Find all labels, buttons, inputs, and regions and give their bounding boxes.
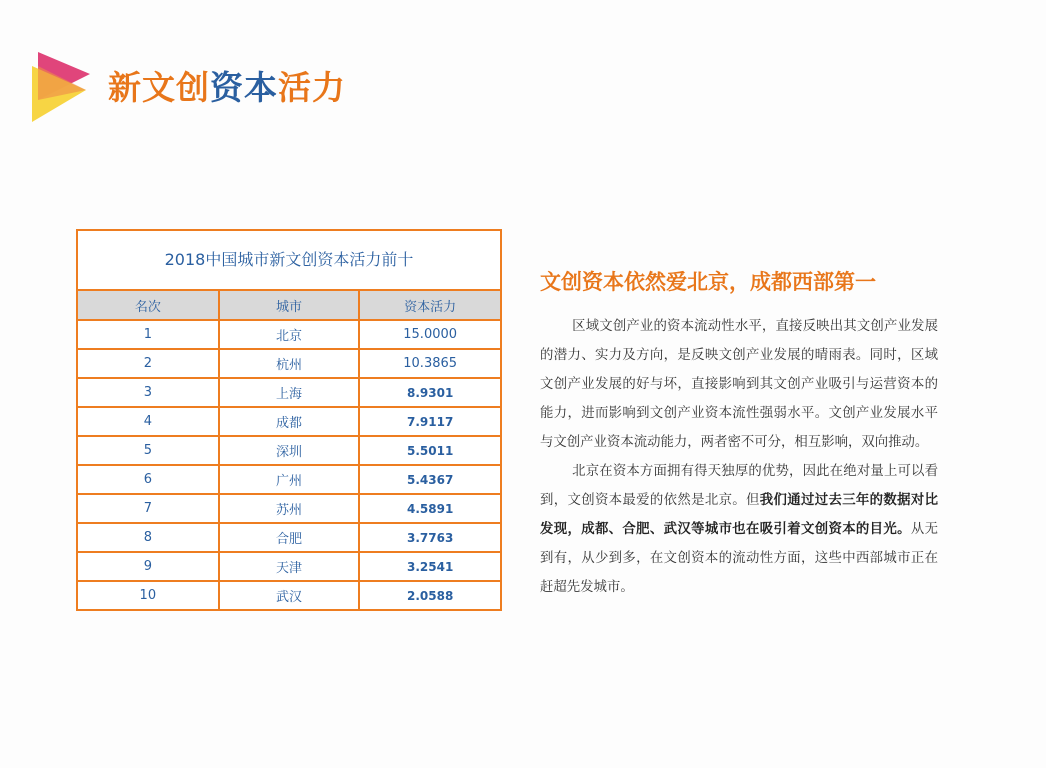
value-cell: 5.5011 <box>359 436 500 465</box>
rank-cell: 6 <box>78 465 219 494</box>
city-cell: 武汉 <box>219 581 360 609</box>
table-row <box>78 378 500 407</box>
table-row <box>78 349 500 378</box>
rank-cell: 10 <box>78 581 219 609</box>
value-cell: 8.9301 <box>359 378 500 407</box>
city-cell: 深圳 <box>219 436 360 465</box>
logo-triangle-icon <box>30 52 90 122</box>
article-paragraph-2 <box>540 457 938 602</box>
rank-cell: 4 <box>78 407 219 436</box>
table-row <box>78 465 500 494</box>
rank-cell: 1 <box>78 320 219 349</box>
article-paragraph-1: 区域文创产业的资本流动性水平，直接反映出其文创产业发展的潜力、实力及方向，是反映文创产业发展的晴雨表。同时，区域文创产业发展的好与坏，直接影响到其文创产业吸引与运营资本的能力，进而影响到文创产业资本流性强弱水平。文创产业发展水平与文创产业资本流动能力，两者密不可分，相互影响，双向推动。 <box>540 319 938 450</box>
article-title: 文创资本依然爱北京，成都西部第一 <box>540 270 876 294</box>
table-title: 2018中国城市新文创资本活力前十 <box>78 231 500 291</box>
city-cell: 杭州 <box>219 349 360 378</box>
table-row <box>78 407 500 436</box>
city-cell: 北京 <box>219 320 360 349</box>
rank-cell: 3 <box>78 378 219 407</box>
rank-cell: 9 <box>78 552 219 581</box>
paragraph-2-text-c: 从无到有，从少到多，在文创资本的流动性方面，这些中西部城市正在赶超先发城市。 <box>540 522 939 595</box>
value-cell: 4.5891 <box>359 494 500 523</box>
city-cell: 苏州 <box>219 494 360 523</box>
value-cell: 3.2541 <box>359 552 500 581</box>
rank-cell: 7 <box>78 494 219 523</box>
paragraph-2-bold-text: 我们通过过去三年的数据对比发现，成都、合肥、武汉等城市也在吸引着文创资本的目光。 <box>540 493 939 537</box>
value-cell: 5.4367 <box>359 465 500 494</box>
rank-cell: 8 <box>78 523 219 552</box>
value-cell: 3.7763 <box>359 523 500 552</box>
paragraph-2-text-a: 北京在资本方面拥有得天独厚的优势，因此在绝对量上可以看到，文创资本最爱的依然是北京。但 <box>540 464 938 508</box>
ranking-table <box>78 291 500 609</box>
page-title <box>108 62 346 109</box>
city-cell: 广州 <box>219 465 360 494</box>
header-value: 资本活力 <box>359 291 500 320</box>
ranking-table-container <box>76 229 502 611</box>
page-title-part2: 资本 <box>210 68 278 107</box>
table-row <box>78 581 500 609</box>
table-row <box>78 552 500 581</box>
value-cell: 15.0000 <box>359 320 500 349</box>
header-rank: 名次 <box>78 291 219 320</box>
table-row <box>78 523 500 552</box>
table-row <box>78 436 500 465</box>
city-cell: 成都 <box>219 407 360 436</box>
table-row <box>78 320 500 349</box>
article-body <box>540 312 938 602</box>
city-cell: 天津 <box>219 552 360 581</box>
value-cell: 10.3865 <box>359 349 500 378</box>
page-title-part3: 活力 <box>278 68 346 107</box>
value-cell: 2.0588 <box>359 581 500 609</box>
header-city: 城市 <box>219 291 360 320</box>
city-cell: 上海 <box>219 378 360 407</box>
rank-cell: 5 <box>78 436 219 465</box>
city-cell: 合肥 <box>219 523 360 552</box>
table-row <box>78 494 500 523</box>
table-header-row <box>78 291 500 320</box>
rank-cell: 2 <box>78 349 219 378</box>
page-title-part1: 新文创 <box>108 68 210 107</box>
value-cell: 7.9117 <box>359 407 500 436</box>
